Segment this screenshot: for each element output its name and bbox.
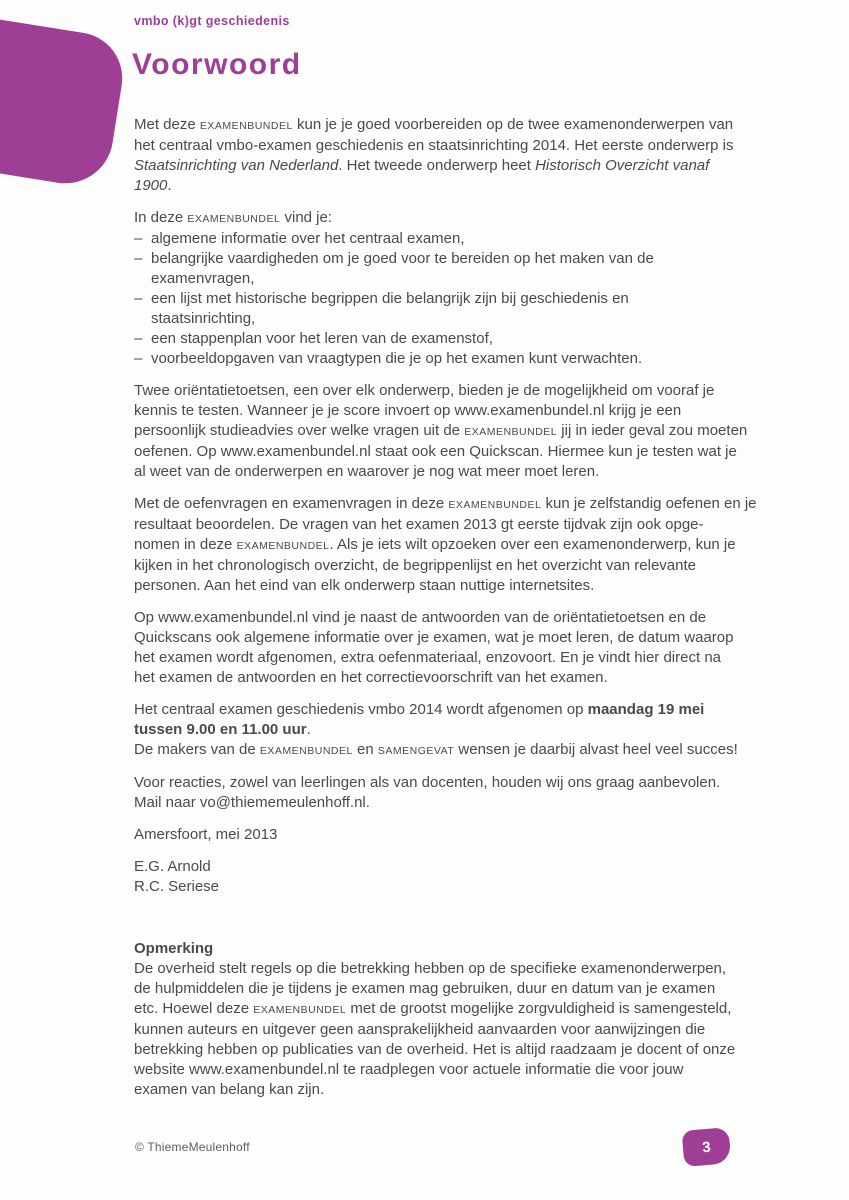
text-segment: Het centraal examen geschiedenis vmbo 2014 wordt afgenomen op — [134, 701, 588, 718]
list-dash: – — [134, 250, 143, 267]
text-segment: website www.examenbundel.nl te raadplegen voor actuele informatie die voor jouw — [134, 1061, 684, 1078]
brand-smallcaps: EXAMENBUNDEL — [253, 1004, 347, 1016]
brand-smallcaps: EXAMENBUNDEL — [187, 213, 281, 225]
text-segment: de hulpmiddelen die je tijdens je examen mag gebruiken, duur en datum van je examen — [134, 980, 716, 997]
list-item-text — [151, 249, 802, 289]
text-segment: oefenen. Op www.examenbundel.nl staat ook een Quickscan. Hiermee kun je testen wat je — [134, 443, 737, 460]
paragraph — [134, 608, 802, 688]
paragraph — [134, 825, 802, 845]
list-item-text — [151, 329, 802, 349]
brand-smallcaps: SAMENGEVAT — [377, 745, 455, 757]
text-segment: kennis te testen. Wanneer je je score invoert op www.examenbundel.nl krijg je een — [134, 402, 682, 419]
text-segment: De makers van de — [134, 741, 260, 758]
list-dash: – — [134, 330, 143, 347]
text-segment: met de grootst mogelijke zorgvuldigheid is samengesteld, — [346, 1000, 732, 1017]
text-segment: kunnen auteurs en uitgever geen aansprakelijkheid aanvaarden voor aanwijzingen die — [134, 1021, 706, 1038]
text-segment: al weet van de onderwerpen en waarover je nog wat meer moet leren. — [134, 463, 600, 480]
text-segment: examen van belang kan zijn. — [134, 1081, 325, 1098]
paragraph — [134, 700, 802, 761]
paragraph — [134, 208, 802, 229]
text-segment: . — [167, 177, 172, 194]
text-segment: Quickscans ook algemene informatie over je examen, wat je moet leren, de datum waarop — [134, 629, 734, 646]
text-segment: R.C. Seriese — [134, 878, 220, 895]
paragraph — [134, 939, 802, 1100]
text-segment: Twee oriëntatietoetsen, een over elk onderwerp, bieden je de mogelijkheid om vooraf je — [134, 382, 715, 399]
text-segment: Opmerking — [134, 940, 214, 957]
list-item-text — [151, 349, 802, 369]
text-segment: voorbeeldopgaven van vraagtypen die je op het examen kunt verwachten. — [151, 350, 643, 367]
corner-blob-decoration — [0, 14, 129, 190]
text-segment: betrekking hebben op publicaties van de overheid. Het is altijd raadzaam je docent of onze — [134, 1041, 736, 1058]
brand-smallcaps: EXAMENBUNDEL — [236, 540, 330, 552]
text-segment: een lijst met historische begrippen die belangrijk zijn bij geschiedenis en — [151, 290, 629, 307]
text-segment: etc. Hoewel deze — [134, 1000, 254, 1017]
bullet-list — [134, 229, 802, 369]
header-label: vmbo (k)gt geschiedenis — [134, 14, 290, 28]
text-segment: . — [306, 721, 311, 738]
list-item — [134, 349, 802, 369]
text-segment: belangrijke vaardigheden om je goed voor te bereiden op het maken van de — [151, 250, 654, 267]
text-segment: kun je zelfstandig oefenen en je — [541, 495, 757, 512]
text-segment: . Het tweede onderwerp heet — [338, 157, 536, 174]
text-segment: wensen je daarbij alvast heel veel succes! — [454, 741, 738, 758]
text-segment: De overheid stelt regels op die betrekking hebben op de specifieke examenonderwerpen, — [134, 960, 727, 977]
list-item — [134, 229, 802, 249]
text-segment: examenvragen, — [151, 270, 255, 287]
text-segment: jij in ieder geval zou moeten — [557, 422, 748, 439]
document-content — [134, 115, 802, 1112]
text-segment: Amersfoort, mei 2013 — [134, 826, 278, 843]
text-segment: In deze — [134, 209, 188, 226]
text-segment: Met deze — [134, 116, 200, 133]
list-dash: – — [134, 290, 143, 307]
text-segment: en — [352, 741, 378, 758]
text-segment: vind je: — [280, 209, 333, 226]
text-segment: tussen 9.00 en 11.00 uur — [134, 721, 307, 738]
text-segment: het centraal vmbo-examen geschiedenis en staatsinrichting 2014. Het eerste onderwerp is — [134, 137, 734, 154]
text-segment: het examen de antwoorden en het correctievoorschrift van het examen. — [134, 669, 608, 686]
text-segment: Historisch Overzicht vanaf — [535, 157, 710, 174]
brand-smallcaps: EXAMENBUNDEL — [464, 426, 558, 438]
text-segment: Met de oefenvragen en examenvragen in deze — [134, 495, 449, 512]
page-number: 3 — [701, 1138, 712, 1156]
paragraph — [134, 381, 802, 482]
text-segment: algemene informatie over het centraal examen, — [151, 230, 465, 247]
text-segment: nomen in deze — [134, 536, 237, 553]
list-dash: – — [134, 350, 143, 367]
text-segment: E.G. Arnold — [134, 858, 211, 875]
paragraph — [134, 115, 802, 196]
text-segment: Mail naar vo@thiememeulenhoff.nl. — [134, 794, 370, 811]
text-segment: personen. Aan het eind van elk onderwerp staan nuttige internetsites. — [134, 577, 595, 594]
paragraph — [134, 494, 802, 596]
text-segment: resultaat beoordelen. De vragen van het examen 2013 gt eerste tijdvak zijn ook opge- — [134, 516, 704, 533]
text-segment: maandag 19 mei — [587, 701, 705, 718]
list-item-text — [151, 229, 802, 249]
paragraph — [134, 773, 802, 813]
brand-smallcaps: EXAMENBUNDEL — [259, 745, 353, 757]
text-segment: . Als je iets wilt opzoeken over een examenonderwerp, kun je — [329, 536, 736, 553]
copyright-text: © ThiemeMeulenhoff — [135, 1140, 250, 1154]
text-segment: het examen wordt afgenomen, extra oefenmateriaal, enzovoort. En je vindt hier direct na — [134, 649, 721, 666]
list-item — [134, 289, 802, 329]
page-title: Voorwoord — [132, 48, 302, 81]
text-segment: kijken in het chronologisch overzicht, de begrippenlijst en het overzicht van relevante — [134, 557, 696, 574]
text-segment: persoonlijk studieadvies over welke vragen uit de — [134, 422, 465, 439]
text-segment: Staatsinrichting van Nederland — [134, 157, 339, 174]
text-segment: staatsinrichting, — [151, 310, 256, 327]
text-segment: Op www.examenbundel.nl vind je naast de antwoorden van de oriëntatietoetsen en de — [134, 609, 707, 626]
text-segment: 1900 — [134, 177, 168, 194]
brand-smallcaps: EXAMENBUNDEL — [199, 120, 293, 132]
page-number-badge — [682, 1127, 732, 1167]
brand-smallcaps: EXAMENBUNDEL — [448, 499, 542, 511]
paragraph — [134, 857, 802, 897]
list-dash: – — [134, 230, 143, 247]
text-segment: kun je je goed voorbereiden op de twee examenonderwerpen van — [292, 116, 734, 133]
text-segment: een stappenplan voor het leren van de examenstof, — [151, 330, 493, 347]
list-item — [134, 329, 802, 349]
text-segment: Voor reacties, zowel van leerlingen als van docenten, houden wij ons graag aanbevolen. — [134, 774, 721, 791]
list-item — [134, 249, 802, 289]
list-item-text — [151, 289, 802, 329]
